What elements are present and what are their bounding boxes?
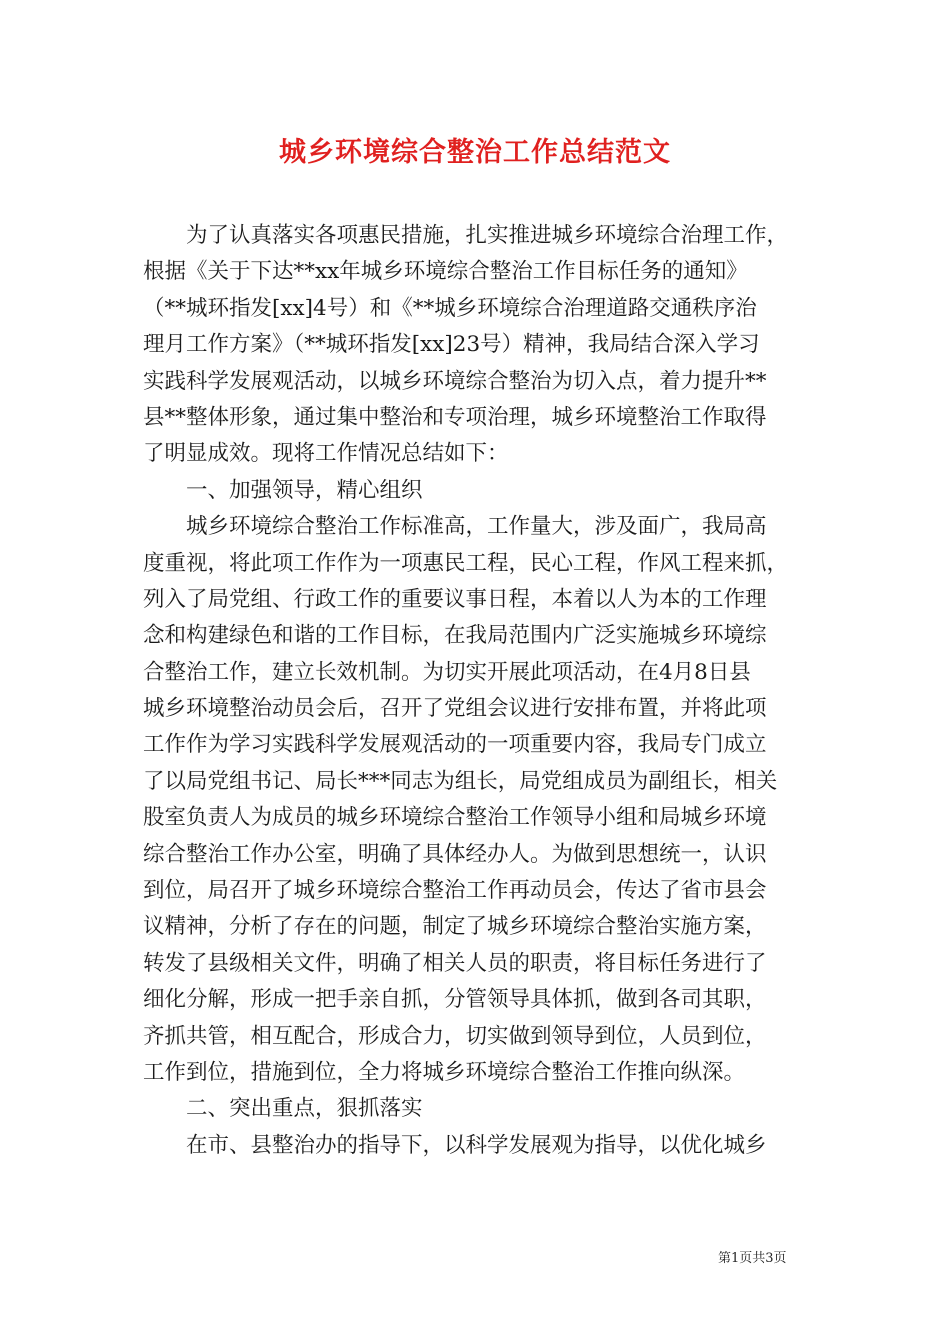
body-line: 细化分解，形成一把手亲自抓，分管领导具体抓，做到各司其职， (143, 987, 767, 1013)
document-body (143, 218, 811, 1164)
body-line: 工作到位，措施到位，全力将城乡环境综合整治工作推向纵深。 (143, 1059, 746, 1085)
body-line: （**城环指发[xx]4号）和《**城乡环境综合治理道路交通秩序治 (143, 295, 757, 321)
body-line: 城乡环境整治动员会后，召开了党组会议进行安排布置，并将此项 (143, 696, 767, 722)
document-title: 城乡环境综合整治工作总结范文 (279, 137, 671, 168)
body-line: 了以局党组书记、局长***同志为组长，局党组成员为副组长，相关 (143, 768, 778, 794)
body-line: 转发了县级相关文件，明确了相关人员的职责，将目标任务进行了 (143, 950, 767, 976)
body-line: 念和构建绿色和谐的工作目标，在我局范围内广泛实施城乡环境综 (143, 623, 767, 649)
body-line: 度重视，将此项工作作为一项惠民工程，民心工程，作风工程来抓， (143, 550, 789, 576)
body-line: 齐抓共管，相互配合，形成合力，切实做到领导到位，人员到位， (143, 1023, 767, 1049)
page-number: 第1页共3页 (718, 1251, 787, 1266)
section-heading: 二、突出重点，狠抓落实 (143, 1096, 423, 1122)
body-line: 综合整治工作办公室，明确了具体经办人。为做到思想统一，认识 (143, 841, 767, 867)
body-line: 根据《关于下达**xx年城乡环境综合整治工作目标任务的通知》 (143, 259, 748, 285)
body-line: 了明显成效。现将工作情况总结如下： (143, 441, 509, 467)
body-line: 县**整体形象，通过集中整治和专项治理，城乡环境整治工作取得 (143, 404, 767, 430)
body-line: 股室负责人为成员的城乡环境综合整治工作领导小组和局城乡环境 (143, 805, 767, 831)
body-line: 工作作为学习实践科学发展观活动的一项重要内容，我局专门成立 (143, 732, 767, 758)
body-line: 理月工作方案》（**城环指发[xx]23号）精神，我局结合深入学习 (143, 332, 760, 358)
body-line: 合整治工作，建立长效机制。为切实开展此项活动，在4月8日县 (143, 659, 751, 685)
body-line: 议精神，分析了存在的问题，制定了城乡环境综合整治实施方案， (143, 914, 767, 940)
body-line: 城乡环境综合整治工作标准高，工作量大，涉及面广，我局高 (143, 514, 767, 540)
body-line: 到位，局召开了城乡环境综合整治工作再动员会，传达了省市县会 (143, 878, 767, 904)
body-line: 在市、县整治办的指导下，以科学发展观为指导，以优化城乡 (143, 1132, 767, 1158)
body-line: 实践科学发展观活动，以城乡环境综合整治为切入点，着力提升** (143, 368, 767, 394)
body-line: 为了认真落实各项惠民措施，扎实推进城乡环境综合治理工作， (143, 223, 789, 248)
body-line: 列入了局党组、行政工作的重要议事日程，本着以人为本的工作理 (143, 586, 767, 612)
section-heading: 一、加强领导，精心组织 (143, 477, 423, 503)
